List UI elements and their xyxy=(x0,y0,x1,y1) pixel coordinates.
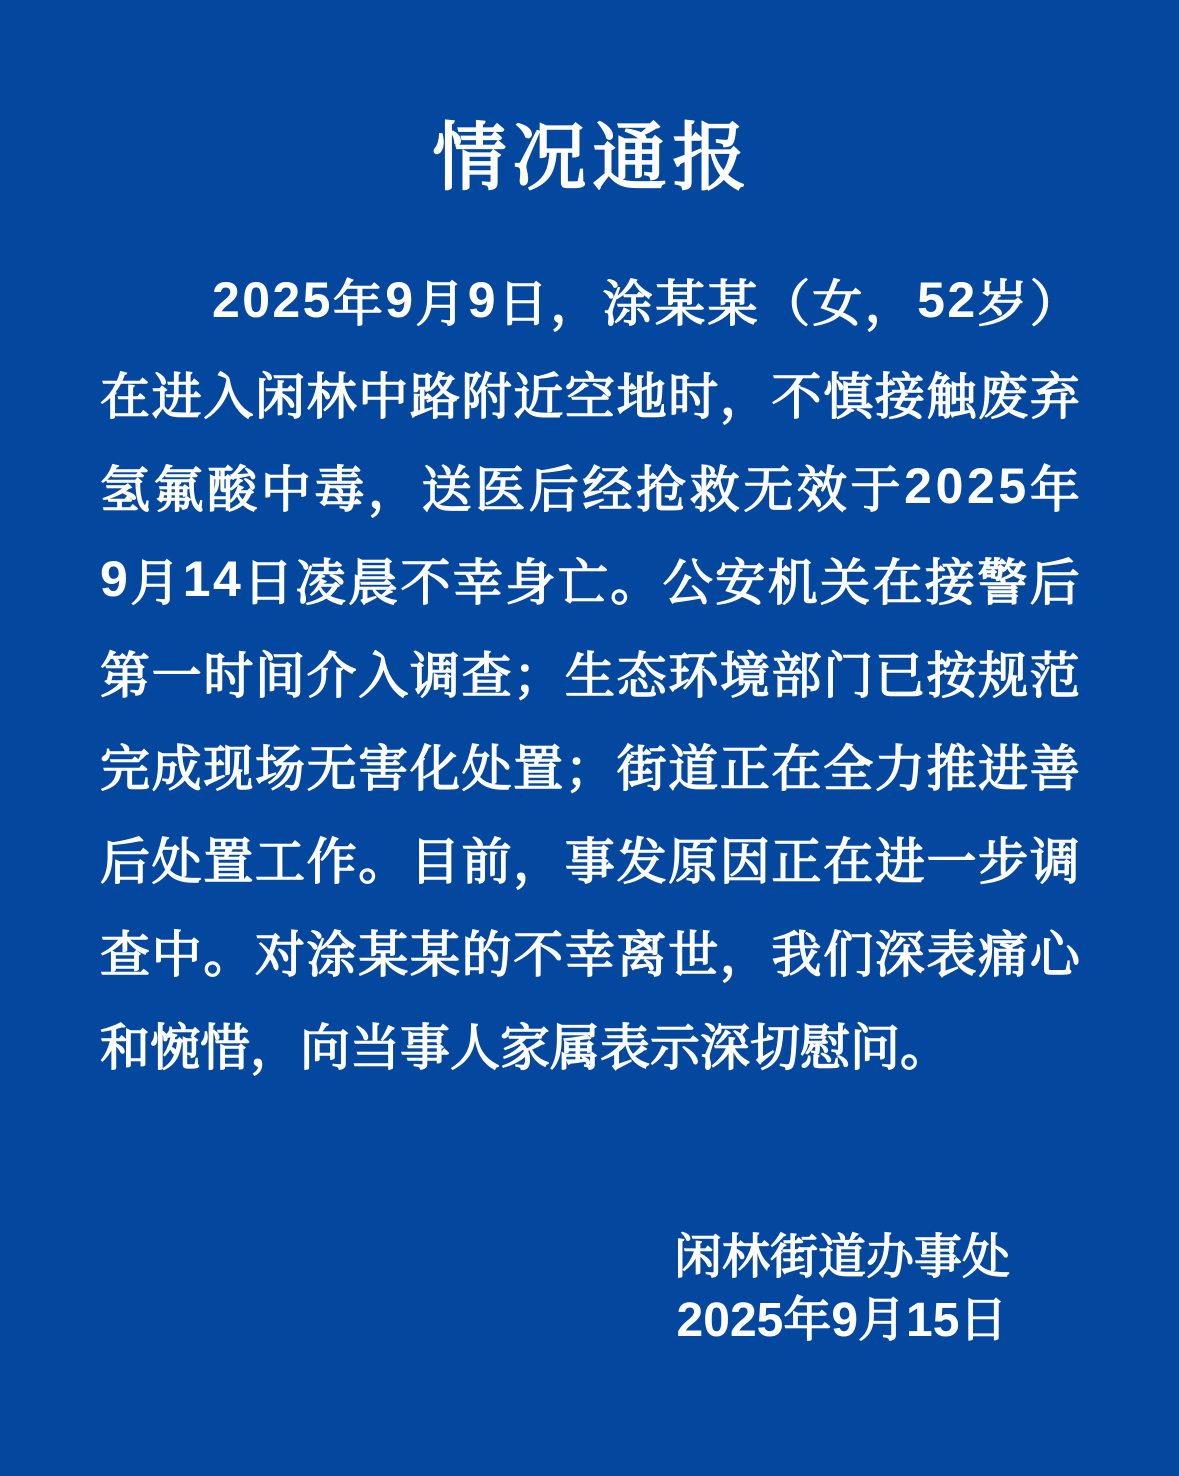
body-line: 在 进 入 闲 林 中 路 附 近 空 地 时 ， 不 慎 接 触 废 弃 xyxy=(100,368,1080,425)
body-line: 查 中 。 对 涂 某 某 的 不 幸 离 世 ， 我 们 深 表 痛 心 xyxy=(100,926,1080,983)
body-line: 完 成 现 场 无 害 化 处 置 ； 街 道 正 在 全 力 推 进 善 xyxy=(100,740,1080,797)
signature-issuer: 闲林街道办事处 xyxy=(673,1231,1010,1284)
body-line: 和 惋 惜 ， 向 当 事 人 家 属 表 示 深 切 慰 问 。 xyxy=(100,1019,950,1076)
notice-body xyxy=(100,253,1080,1090)
body-line: 9 月 1 4 日 凌 晨 不 幸 身 亡 。 公 安 机 关 在 接 警 后 xyxy=(100,550,1080,611)
body-line: 后 处 置 工 作 。 目 前 ， 事 发 原 因 正 在 进 一 步 调 xyxy=(100,833,1080,890)
notice-title: 情况通报 xyxy=(432,116,753,199)
signature-block xyxy=(674,1226,1010,1352)
signature-date: 2025年9月15日 xyxy=(676,1294,1008,1347)
body-line: 2 0 2 5 年 9 月 9 日 ， 涂 某 某 （ 女 ， 5 2 岁 ） xyxy=(212,271,1080,332)
body-line: 第 一 时 间 介 入 调 查 ； 生 态 环 境 部 门 已 按 规 范 xyxy=(100,647,1080,704)
body-line: 氢 氟 酸 中 毒 ， 送 医 后 经 抢 救 无 效 于 2 0 2 5 年 xyxy=(100,457,1080,518)
